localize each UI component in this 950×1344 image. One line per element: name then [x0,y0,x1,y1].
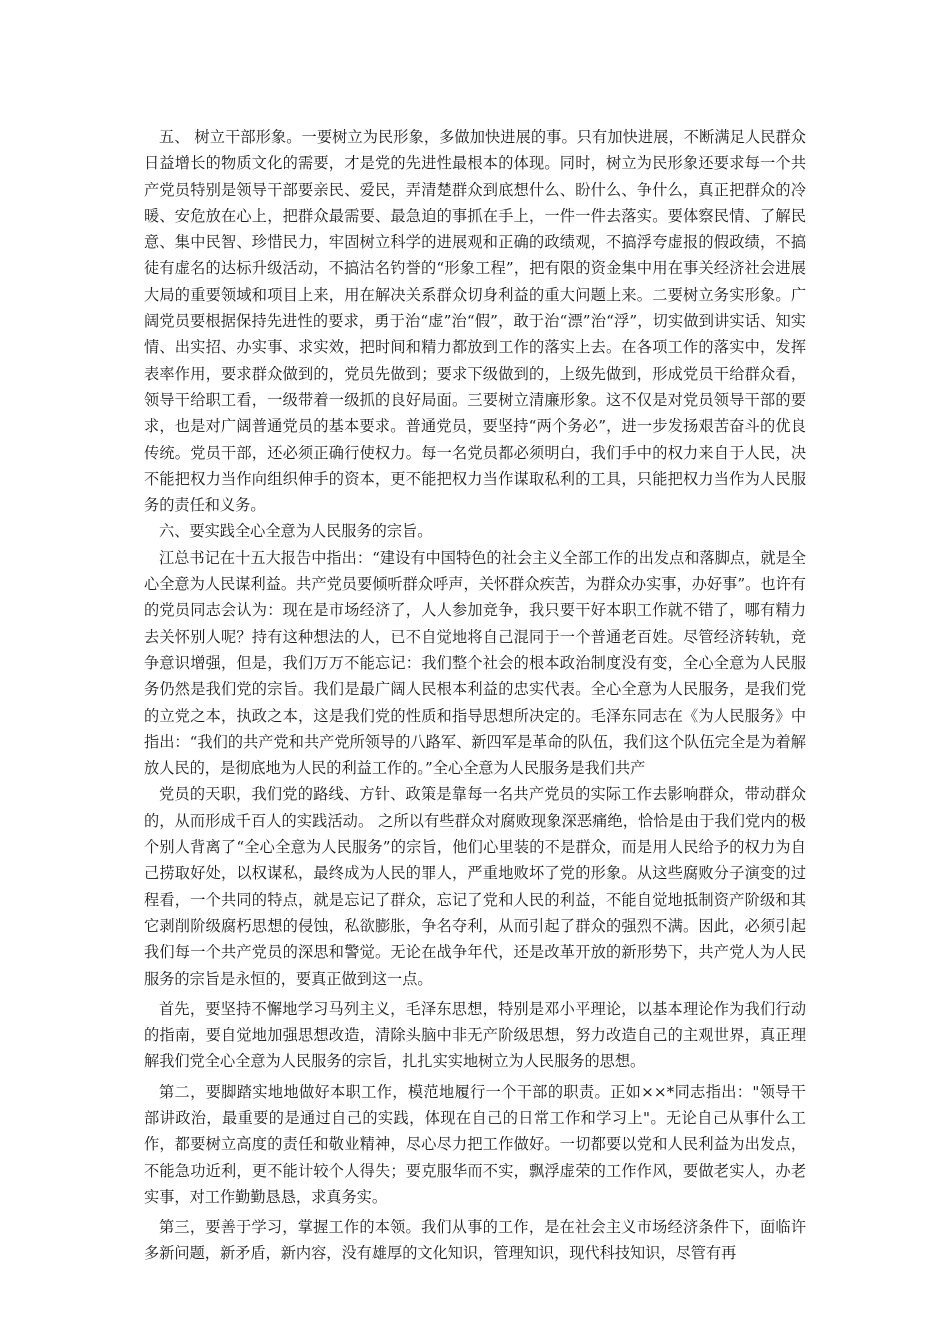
paragraph-party-duty: 党员的天职，我们党的路线、方针、政策是靠每一名共产党员的实际工作去影响群众，带动群众的，从而形成千百人的实践活动。 之所以有些群众对腐败现象深恶痛绝，恰恰是由于我们党内的极个别人背离了“全心全意为人民服务”的宗旨，他们心里装的不是群众，而是用人民给予的权力为自己捞取好处，以权谋私，最终成为人民的罪人，严重地败坏了党的形象。从这些腐败分子演变的过程看，一个共同的特点，就是忘记了群众，忘记了党和人民的利益，不能自觉地抵制资产阶级和其它剥削阶级腐朽思想的侵蚀，私欲膨胀，争名夺利，从而引起了群众的强烈不满。因此，必须引起我们每一个共产党员的深思和警觉。无论在战争年代，还是改革开放的新形势下，共产党人为人民服务的宗旨是永恒的，要真正做到这一点。 [144,785,806,988]
paragraph-second: 第二，要脚踏实地地做好本职工作，模范地履行一个干部的职责。正如××*同志指出："领导干部讲政治，最重要的是通过自己的实践，体现在自己的日常工作和学习上"。无论自己从事什么工作，都要树立高度的责任和敬业精神，尽心尽力把工作做好。一切都要以党和人民利益为出发点，不能急功近利，更不能计较个人得失；要克服华而不实，飘浮虚荣的工作作风，要做老实人，办老实事，对工作勤勤恳恳，求真务实。 [144,1082,806,1206]
paragraph-section-six-heading: 六、要实践全心全意为人民服务的宗旨。 [159,522,433,541]
paragraph-section-five: 五、 树立干部形象。一要树立为民形象，多做加快进展的事。只有加快进展，不断满足人民群众日益增长的物质文化的需要，才是党的先进性最根本的体现。同时，树立为民形象还要求每一个共产党员特别是领导干部要亲民、爱民，弄清楚群众到底想什么、盼什么、争什么，真正把群众的冷暖、安危放在心上，把群众最需要、最急迫的事抓在手上，一件一件去落实。要体察民情、了解民意、集中民智、珍惜民力，牢固树立科学的进展观和正确的政绩观，不搞浮夸虚报的假政绩，不搞徒有虚名的达标升级活动，不搞沽名钓誉的“形象工程”，把有限的资金集中用在事关经济社会进展大局的重要领域和项目上来，用在解决关系群众切身利益的重大问题上来。二要树立务实形象。广阔党员要根据保持先进性的要求，勇于治“虚”治“假”，敢于治“漂”治“浮”，切实做到讲实话、知实情、出实招、办实事、求实效，把时间和精力都放到工作的落实上去。在各项工作的落实中，发挥表率作用，要求群众做到的，党员先做到；要求下级做到的，上级先做到，形成党员干给群众看，领导干给职工看，一级带着一级抓的良好局面。三要树立清廉形象。这不仅是对党员领导干部的要求，也是对广阔普通党员的基本要求。普通党员，要坚持“两个务必”，进一步发扬艰苦奋斗的优良传统。党员干部，还必须正确行使权力。每一名党员都必须明白，我们手中的权力来自于人民，决不能把权力当作向组织伸手的资本，更不能把权力当作谋取私利的工具，只能把权力当作为人民服务的责任和义务。 [144,128,806,515]
paragraph-third: 第三，要善于学习，掌握工作的本领。我们从事的工作，是在社会主义市场经济条件下，面临许多新问题，新矛盾，新内容，没有雄厚的文化知识，管理知识，现代科技知识，尽管有再 [144,1218,806,1263]
paragraph-jiang-report: 江总书记在十五大报告中指出：“建设有中国特色的社会主义全部工作的出发点和落脚点，就是全心全意为人民谋利益。共产党员要倾听群众呼声，关怀群众疾苦，为群众办实事，办好事”。也许有的党员同志会认为：现在是市场经济了，人人参加竞争，我只要干好本职工作就不错了，哪有精力去关怀别人呢？持有这种想法的人，已不自觉地将自己混同于一个普通老百姓。尽管经济转轨，竞争意识增强，但是，我们万万不能忘记：我们整个社会的根本政治制度没有变，全心全意为人民服务仍然是我们党的宗旨。我们是最广阔人民根本利益的忠实代表。全心全意为人民服务，是我们党的立党之本，执政之本，这是我们党的性质和指导思想所决定的。毛泽东同志在《为人民服务》中指出：“我们的共产党和共产党所领导的八路军、新四军是革命的队伍，我们这个队伍完全是为着解放人民的，是彻底地为人民的利益工作的。”全心全意为人民服务是我们共产 [144,548,806,778]
paragraph-first: 首先，要坚持不懈地学习马列主义，毛泽东思想，特别是邓小平理论，以基本理论作为我们行动的指南，要自觉地加强思想改造，清除头脑中非无产阶级思想，努力改造自己的主观世界，真正理解我们党全心全意为人民服务的宗旨，扎扎实实地树立为人民服务的思想。 [144,999,806,1071]
document-page [144,124,806,1267]
